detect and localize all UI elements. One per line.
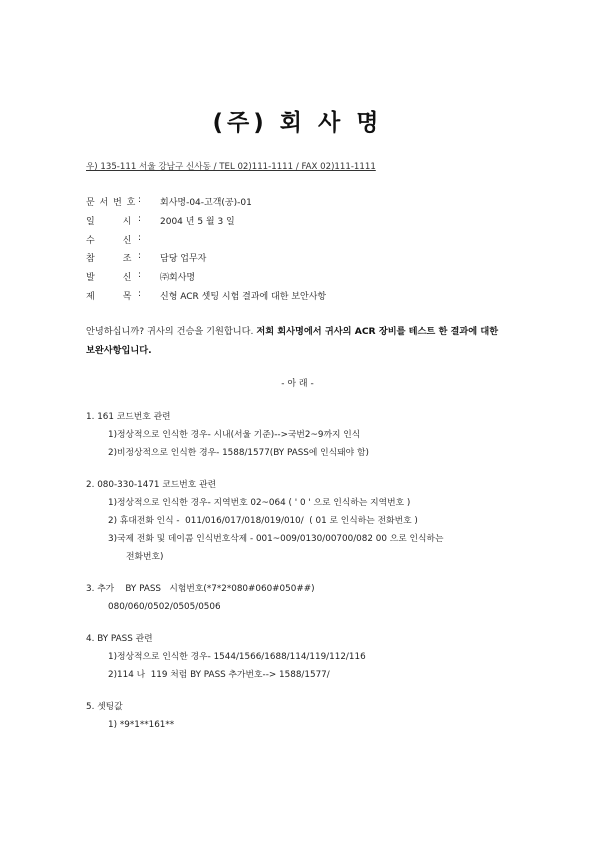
section-title: 5. 셋팅값: [86, 702, 123, 712]
meta-colon: :: [138, 195, 142, 205]
section-divider: - 아 래 -: [281, 379, 314, 389]
section-item: 1)정상적으로 인식한 경우- 시내(서울 기준)-->국번2~9까지 인식: [108, 430, 361, 440]
greeting-bold-text: 저희 회사명에서 귀사의 ACR 장비를 테스트 한 결과에 대한 보완사항입니다.: [86, 326, 499, 356]
header-info-block: [86, 195, 326, 308]
meta-label: 수 신: [86, 235, 133, 246]
meta-label: 참 조: [86, 254, 133, 265]
meta-colon: :: [138, 270, 142, 281]
numbered-section: [86, 580, 516, 616]
meta-value: ㈜회사명: [160, 273, 196, 284]
meta-row: [86, 251, 326, 270]
numbered-section: [86, 476, 516, 566]
numbered-section: [86, 408, 516, 462]
section-item: 080/060/0502/0505/0506: [108, 602, 221, 612]
meta-label: 문 서 번 호: [86, 198, 137, 208]
meta-value: 회사명-04-고객(공)-01: [160, 198, 252, 208]
section-title: 3. 추가 BY PASS 시험번호(*7*2*080#060#050##): [86, 584, 315, 594]
section-item: 1)정상적으로 인식한 경우- 1544/1566/1688/114/119/112/116: [108, 652, 366, 662]
meta-colon: :: [138, 213, 142, 224]
meta-row: [86, 270, 326, 289]
address-line: 우) 135-111 서울 강남구 신사동 / TEL 02)111-1111 / FAX 02)111-1111: [86, 162, 376, 172]
meta-row: [86, 214, 326, 233]
section-item: 2) 휴대전화 인식 - 011/016/017/018/019/010/ ( 01 로 인식하는 전화번호 ): [108, 516, 418, 526]
numbered-section: [86, 698, 516, 734]
meta-label: 발 신: [86, 273, 133, 284]
section-title: 4. BY PASS 관련: [86, 634, 153, 644]
section-item: 1) *9*1**161**: [108, 720, 175, 730]
meta-colon: :: [138, 232, 142, 243]
meta-value: 신형 ACR 셋팅 시험 결과에 대한 보안사항: [160, 291, 327, 302]
section-item: 2)114 나 119 처럼 BY PASS 추가번호--> 1588/1577/: [108, 670, 330, 680]
meta-row: [86, 289, 326, 308]
greeting-paragraph: [86, 322, 508, 360]
meta-colon: :: [138, 251, 142, 262]
section-item: 3)국제 전화 및 데이콤 인식번호삭제 - 001~009/0130/00700/082 00 으로 인식하는: [108, 534, 444, 544]
meta-value: 담당 업무자: [160, 254, 207, 265]
meta-colon: :: [138, 288, 142, 299]
meta-value: 2004 년 5 월 3 일: [160, 216, 235, 227]
meta-row: [86, 195, 326, 214]
body-sections: [86, 408, 516, 748]
section-item: 2)비정상적으로 인식한 경우- 1588/1577(BY PASS에 인식돼야 함): [108, 448, 369, 458]
section-title: 2. 080-330-1471 코드번호 관련: [86, 480, 217, 490]
meta-label: 제 목: [86, 291, 133, 302]
meta-row: [86, 233, 326, 252]
greeting-text: 안녕하십니까? 귀사의 건승을 기원합니다.: [86, 326, 257, 337]
section-item: 1)정상적으로 인식한 경우- 지역번호 02~064 ( ' 0 ' 으로 인식하는 지역번호 ): [108, 498, 411, 508]
meta-label: 일 시: [86, 216, 133, 227]
document-title: (주) 회 사 명: [212, 110, 383, 136]
section-title: 1. 161 코드번호 관련: [86, 412, 171, 422]
section-item: 전화번호): [126, 552, 164, 562]
numbered-section: [86, 630, 516, 684]
